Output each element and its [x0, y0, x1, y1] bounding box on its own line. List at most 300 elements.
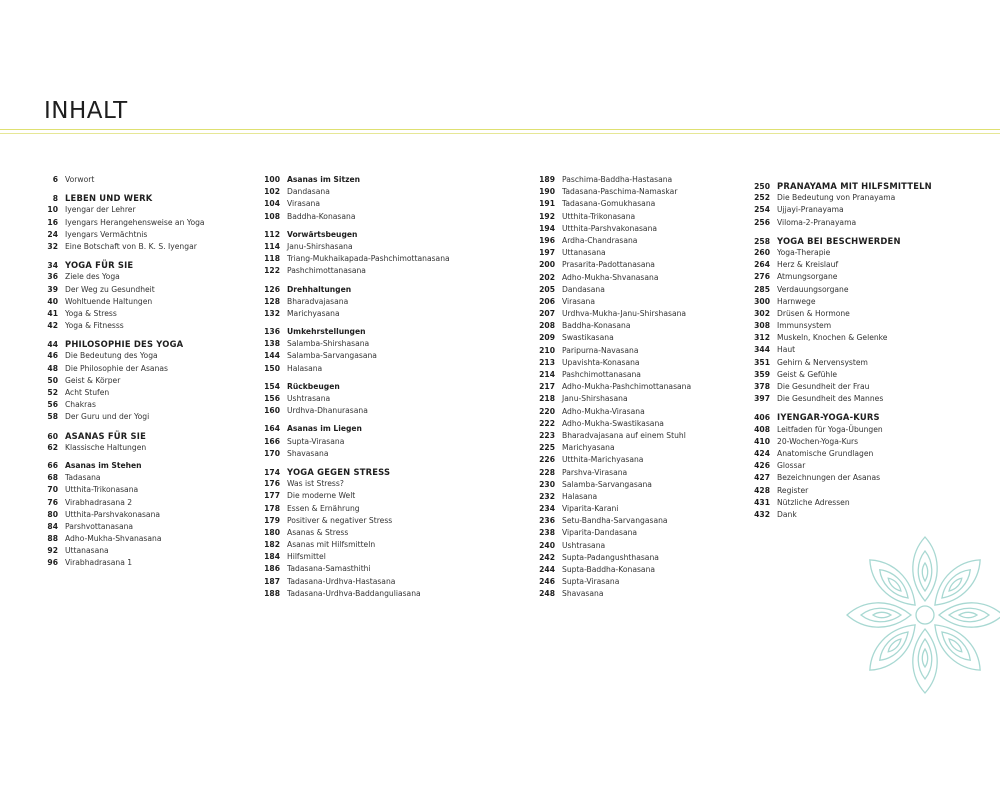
toc-page-number: 138	[264, 339, 280, 349]
toc-entry-title: Die Bedeutung von Pranayama	[777, 193, 896, 203]
toc-page-number: 160	[264, 406, 280, 416]
toc-entry-title: Register	[777, 485, 809, 495]
toc-entry[interactable]	[527, 503, 759, 515]
toc-page-number: 250	[754, 182, 770, 191]
toc-page-number: 6	[52, 175, 58, 184]
toc-entry-title: Die moderne Welt	[287, 491, 356, 501]
toc-entry-title: Urdhva-Dhanurasana	[287, 406, 368, 416]
toc-entry[interactable]	[742, 344, 974, 356]
toc-entry-title: Vorwort	[65, 175, 95, 184]
toc-entry-title: Tadasana-Urdhva-Baddanguliasana	[287, 588, 421, 598]
toc-page-number: 194	[539, 223, 555, 233]
toc-page-number: 132	[264, 308, 280, 318]
toc-entry[interactable]	[30, 350, 262, 362]
toc-entry-title: Utthita-Parshvakonasana	[562, 223, 658, 233]
toc-entry-title: Upavishta-Konasana	[562, 357, 640, 367]
toc-page-number: 62	[47, 442, 58, 452]
toc-entry[interactable]	[527, 332, 759, 344]
toc-entry[interactable]	[252, 563, 484, 575]
toc-entry-title: Tadasana-Gomukhasana	[562, 199, 656, 209]
toc-subsection[interactable]	[30, 460, 262, 472]
toc-page-number: 34	[47, 261, 58, 271]
toc-entry[interactable]	[527, 186, 759, 198]
toc-subsection[interactable]	[252, 326, 484, 338]
toc-subsection[interactable]	[252, 381, 484, 393]
toc-section-heading[interactable]	[742, 180, 974, 192]
toc-entry[interactable]	[527, 406, 759, 418]
toc-entry[interactable]	[252, 198, 484, 210]
toc-page-number: 136	[264, 327, 280, 337]
toc-entry[interactable]	[742, 192, 974, 204]
toc-column-2	[252, 174, 484, 600]
toc-entry[interactable]	[252, 308, 484, 320]
toc-entry[interactable]	[30, 229, 262, 241]
toc-entry[interactable]	[742, 497, 974, 509]
toc-page-number: 189	[539, 175, 555, 184]
toc-entry[interactable]	[527, 247, 759, 259]
toc-entry[interactable]	[30, 521, 262, 533]
toc-entry-title: Die Bedeutung des Yoga	[65, 351, 158, 361]
toc-entry-title: Dank	[777, 509, 797, 519]
toc-entry-title: Supta-Virasana	[562, 577, 620, 587]
toc-entry[interactable]	[742, 472, 974, 484]
toc-page-number: 210	[539, 345, 555, 355]
toc-page-number: 344	[754, 345, 770, 355]
toc-entry[interactable]	[742, 381, 974, 393]
toc-entry[interactable]	[30, 320, 262, 332]
toc-entry[interactable]	[527, 540, 759, 552]
toc-page-number: 10	[47, 205, 58, 215]
toc-entry[interactable]	[30, 545, 262, 557]
toc-entry[interactable]	[252, 241, 484, 253]
toc-entry[interactable]	[527, 467, 759, 479]
toc-entry[interactable]	[527, 284, 759, 296]
toc-entry-title: Uttanasana	[65, 546, 109, 556]
toc-entry[interactable]	[527, 479, 759, 491]
toc-page-number: 186	[264, 564, 280, 574]
toc-entry-title: Wohltuende Haltungen	[65, 296, 153, 306]
toc-entry[interactable]	[252, 478, 484, 490]
toc-entry[interactable]	[527, 576, 759, 588]
toc-entry[interactable]	[742, 369, 974, 381]
toc-page-number: 42	[47, 321, 58, 331]
toc-entry[interactable]	[742, 320, 974, 332]
toc-section-heading[interactable]	[252, 466, 484, 478]
toc-page-number: 196	[539, 235, 555, 245]
toc-entry-title: Halasana	[287, 363, 323, 373]
toc-entry-title: Tadasana-Urdhva-Hastasana	[287, 576, 396, 586]
toc-entry[interactable]	[527, 174, 759, 186]
toc-entry[interactable]	[30, 241, 262, 253]
toc-entry-title: Chakras	[65, 400, 96, 410]
toc-page-number: 232	[539, 491, 555, 501]
toc-page-number: 226	[539, 455, 555, 465]
toc-subsection[interactable]	[252, 174, 484, 186]
toc-page-number: 176	[264, 479, 280, 489]
toc-page-number: 44	[47, 340, 58, 350]
toc-entry[interactable]	[527, 259, 759, 271]
toc-entry[interactable]	[527, 393, 759, 405]
toc-page-number: 351	[754, 357, 770, 367]
toc-page-number: 39	[47, 284, 58, 294]
toc-page-number: 359	[754, 369, 770, 379]
toc-page-number: 410	[754, 436, 770, 446]
toc-entry-title: Supta-Virasana	[287, 436, 345, 446]
toc-entry-title: Klassische Haltungen	[65, 442, 147, 452]
toc-entry[interactable]	[252, 576, 484, 588]
toc-page-number: 24	[47, 229, 58, 239]
toc-entry-title: Triang-Mukhaikapada-Pashchimottanasana	[287, 254, 450, 264]
toc-page-number: 96	[47, 558, 58, 568]
toc-entry-title: Glossar	[777, 461, 806, 471]
toc-page-number: 308	[754, 321, 770, 331]
toc-entry[interactable]	[30, 442, 262, 454]
toc-entry[interactable]	[252, 448, 484, 460]
toc-entry[interactable]	[527, 320, 759, 332]
toc-page-number: 118	[264, 254, 280, 264]
toc-page-number: 240	[539, 540, 555, 550]
toc-entry[interactable]	[527, 272, 759, 284]
title-rule-top	[0, 129, 1000, 130]
toc-subsection[interactable]	[252, 284, 484, 296]
toc-entry[interactable]	[527, 454, 759, 466]
toc-entry[interactable]	[742, 284, 974, 296]
toc-entry[interactable]	[742, 357, 974, 369]
toc-page-number: 76	[47, 497, 58, 507]
toc-entry[interactable]	[252, 253, 484, 265]
toc-subsection[interactable]	[252, 229, 484, 241]
toc-page-number: 427	[754, 473, 770, 483]
toc-entry[interactable]	[527, 564, 759, 576]
toc-entry[interactable]	[527, 527, 759, 539]
toc-page-number: 104	[264, 199, 280, 209]
toc-entry-title: Utthita-Trikonasana	[562, 211, 636, 221]
toc-page-number: 80	[47, 509, 58, 519]
toc-entry[interactable]	[30, 308, 262, 320]
toc-entry[interactable]	[742, 393, 974, 405]
toc-entry-title: Marichyasana	[562, 443, 615, 453]
toc-entry-title: Bharadvajasana auf einem Stuhl	[562, 430, 686, 440]
toc-entry[interactable]	[742, 460, 974, 472]
toc-page-number: 431	[754, 497, 770, 507]
toc-entry[interactable]	[742, 485, 974, 497]
toc-entry-title: Essen & Ernährung	[287, 503, 360, 513]
toc-entry-title: Shavasana	[562, 589, 604, 599]
toc-page-number: 179	[264, 515, 280, 525]
toc-page-number: 114	[264, 241, 280, 251]
toc-entry-title: Bharadvajasana	[287, 296, 349, 306]
toc-page-number: 112	[264, 229, 280, 239]
toc-entry-title: Utthita-Marichyasana	[562, 455, 644, 465]
toc-entry[interactable]	[252, 350, 484, 362]
toc-page-number: 41	[47, 308, 58, 318]
toc-entry[interactable]	[252, 490, 484, 502]
toc-entry-title: Asanas & Stress	[287, 527, 349, 537]
toc-entry[interactable]	[252, 588, 484, 600]
toc-page-number: 187	[264, 576, 280, 586]
toc-entry-title: Geist & Körper	[65, 375, 121, 385]
toc-entry-title: Supta-Padangushthasana	[562, 552, 659, 562]
toc-page-number: 192	[539, 211, 555, 221]
toc-entry[interactable]	[527, 588, 759, 600]
toc-entry-title: Hilfsmittel	[287, 552, 326, 562]
toc-entry-title: Iyengars Herangehensweise an Yoga	[65, 217, 205, 227]
toc-entry-title: Harnwege	[777, 296, 816, 306]
toc-entry[interactable]	[742, 448, 974, 460]
toc-entry-title: Halasana	[562, 491, 598, 501]
toc-entry[interactable]	[527, 357, 759, 369]
toc-entry-title: Ushtrasana	[287, 394, 331, 403]
toc-entry[interactable]	[742, 332, 974, 344]
toc-entry-title: Utthita-Parshvakonasana	[65, 509, 161, 519]
toc-entry[interactable]	[30, 411, 262, 423]
toc-entry[interactable]	[252, 265, 484, 277]
toc-page-number: 244	[539, 565, 555, 574]
toc-entry[interactable]	[527, 369, 759, 381]
toc-page-number: 238	[539, 528, 555, 538]
toc-page-number: 48	[47, 363, 58, 373]
toc-entry[interactable]	[527, 223, 759, 235]
toc-entry[interactable]	[252, 539, 484, 551]
toc-entry[interactable]	[252, 405, 484, 417]
toc-entry-title: Adho-Mukha-Swastikasana	[562, 418, 664, 428]
toc-page-number: 50	[47, 375, 58, 385]
toc-entry[interactable]	[252, 338, 484, 350]
toc-entry-title: YOGA GEGEN STRESS	[287, 466, 391, 477]
toc-entry-title: Die Gesundheit des Mannes	[777, 394, 884, 404]
toc-page-number: 209	[539, 333, 555, 343]
toc-entry-title: IYENGAR-YOGA-KURS	[777, 412, 880, 423]
toc-entry[interactable]	[527, 418, 759, 430]
toc-page-number: 207	[539, 309, 555, 319]
toc-section-heading[interactable]	[30, 192, 262, 204]
toc-section-heading[interactable]	[30, 259, 262, 271]
toc-entry-title: Pashchimottanasana	[287, 266, 366, 276]
toc-page-number: 52	[47, 388, 58, 397]
toc-entry[interactable]	[30, 399, 262, 411]
toc-entry-title: Pashchimottanasana	[562, 370, 641, 379]
toc-entry[interactable]	[30, 533, 262, 545]
toc-entry-title: Baddha-Konasana	[562, 321, 631, 331]
toc-entry-title: Viparita-Dandasana	[562, 528, 638, 538]
toc-entry-title: Iyengar der Lehrer	[65, 205, 136, 215]
toc-entry[interactable]	[30, 509, 262, 521]
toc-entry-title: Adho-Mukha-Virasana	[562, 406, 645, 416]
toc-page-number: 122	[264, 266, 280, 276]
toc-column-1	[30, 174, 262, 570]
toc-entry[interactable]	[527, 345, 759, 357]
toc-entry[interactable]	[252, 186, 484, 198]
toc-entry-title: Salamba-Sarvangasana	[287, 351, 377, 361]
toc-entry-title: Anatomische Grundlagen	[777, 448, 874, 458]
toc-entry[interactable]	[742, 259, 974, 271]
toc-page-number: 128	[264, 296, 280, 306]
toc-entry[interactable]	[30, 217, 262, 229]
toc-entry-title: Ziele des Yoga	[65, 272, 120, 282]
toc-page-number: 234	[539, 504, 555, 514]
toc-page-number: 254	[754, 205, 770, 215]
toc-entry-title: Eine Botschaft von B. K. S. Iyengar	[65, 241, 197, 251]
toc-page-number: 217	[539, 382, 555, 392]
toc-entry[interactable]	[742, 308, 974, 320]
toc-page-number: 32	[47, 241, 58, 251]
toc-entry[interactable]	[252, 393, 484, 405]
toc-page-number: 222	[539, 418, 555, 428]
toc-page-number: 92	[47, 546, 58, 556]
toc-page-number: 197	[539, 248, 555, 258]
toc-entry[interactable]	[252, 296, 484, 308]
toc-entry-title: Die Philosophie der Asanas	[65, 363, 168, 373]
toc-page-number: 178	[264, 503, 280, 513]
toc-entry-title: Acht Stufen	[65, 388, 110, 397]
toc-page-number: 220	[539, 406, 555, 416]
toc-entry-title: Salamba-Shirshasana	[287, 339, 370, 349]
toc-page-number: 246	[539, 577, 555, 587]
toc-page-number: 218	[539, 394, 555, 404]
toc-entry-title: Drehhaltungen	[287, 284, 352, 294]
toc-entry-title: Viloma-2-Pranayama	[777, 217, 857, 227]
toc-page-number: 16	[47, 217, 58, 227]
toc-entry[interactable]	[30, 363, 262, 375]
toc-entry[interactable]	[30, 271, 262, 283]
toc-page-number: 252	[754, 193, 770, 203]
toc-entry-title: Virasana	[562, 296, 595, 306]
toc-section-heading[interactable]	[30, 430, 262, 442]
toc-entry[interactable]	[30, 284, 262, 296]
toc-page-number: 300	[754, 296, 770, 306]
toc-entry[interactable]	[30, 375, 262, 387]
toc-entry[interactable]	[30, 557, 262, 569]
toc-page-number: 256	[754, 217, 770, 227]
toc-entry[interactable]	[527, 430, 759, 442]
toc-entry[interactable]	[252, 211, 484, 223]
toc-entry[interactable]	[742, 204, 974, 216]
toc-subsection[interactable]	[252, 423, 484, 435]
toc-page-number: 184	[264, 552, 280, 562]
toc-entry-title: Der Guru und der Yogi	[65, 412, 150, 422]
toc-page-number: 108	[264, 211, 280, 221]
toc-page-number: 242	[539, 552, 555, 562]
toc-entry-title: Swastikasana	[562, 333, 614, 343]
toc-entry[interactable]	[30, 204, 262, 216]
toc-entry-title: Utthita-Trikonasana	[65, 485, 139, 495]
toc-page-number: 191	[539, 199, 555, 209]
toc-column-4	[742, 174, 974, 521]
toc-entry[interactable]	[527, 515, 759, 527]
toc-entry[interactable]	[527, 552, 759, 564]
toc-entry[interactable]	[527, 308, 759, 320]
toc-entry[interactable]	[252, 503, 484, 515]
toc-entry-title: Tadasana	[65, 473, 101, 483]
toc-page-number: 164	[264, 424, 280, 434]
toc-entry-title: PRANAYAMA MIT HILFSMITTELN	[777, 181, 932, 191]
toc-entry[interactable]	[527, 198, 759, 210]
toc-page-number: 424	[754, 448, 770, 458]
toc-entry[interactable]	[252, 527, 484, 539]
toc-entry[interactable]	[527, 296, 759, 308]
toc-entry-title: Uttanasana	[562, 248, 606, 258]
toc-page-number: 8	[52, 194, 58, 204]
toc-entry-title: Setu-Bandha-Sarvangasana	[562, 516, 668, 526]
toc-page-number: 174	[264, 467, 280, 477]
toc-page-number: 36	[47, 272, 58, 282]
toc-entry-title: Marichyasana	[287, 308, 340, 318]
toc-page-number: 205	[539, 284, 555, 294]
toc-page-number: 276	[754, 272, 770, 282]
toc-entry-title: Supta-Baddha-Konasana	[562, 565, 656, 574]
toc-entry-title: Ardha-Chandrasana	[562, 235, 638, 245]
toc-entry[interactable]	[30, 497, 262, 509]
toc-entry[interactable]	[30, 484, 262, 496]
toc-page-number: 126	[264, 284, 280, 294]
toc-entry[interactable]	[30, 174, 262, 186]
toc-page-number: 102	[264, 187, 280, 197]
toc-section-heading[interactable]	[742, 235, 974, 247]
toc-entry-title: Gehirn & Nervensystem	[777, 357, 868, 367]
toc-entry[interactable]	[252, 436, 484, 448]
toc-section-heading[interactable]	[30, 338, 262, 350]
toc-entry[interactable]	[30, 387, 262, 399]
toc-entry[interactable]	[742, 424, 974, 436]
toc-page-number: 230	[539, 479, 555, 489]
toc-entry[interactable]	[527, 235, 759, 247]
toc-entry[interactable]	[252, 515, 484, 527]
toc-entry-title: Vorwärtsbeugen	[287, 229, 358, 239]
toc-page-number: 150	[264, 363, 280, 373]
toc-page-number: 58	[47, 412, 58, 422]
toc-page-number: 154	[264, 381, 280, 391]
toc-entry-title: Shavasana	[287, 448, 329, 458]
toc-page-number: 70	[47, 485, 58, 495]
toc-page-number: 208	[539, 321, 555, 331]
toc-entry-title: Asanas im Stehen	[65, 460, 142, 470]
toc-entry-title: Positiver & negativer Stress	[287, 515, 393, 525]
toc-entry[interactable]	[30, 472, 262, 484]
toc-entry-title: Die Gesundheit der Frau	[777, 382, 870, 391]
toc-entry-title: Dandasana	[287, 187, 330, 197]
toc-entry[interactable]	[742, 296, 974, 308]
toc-entry[interactable]	[30, 296, 262, 308]
toc-entry-title: Asanas mit Hilfsmitteln	[287, 540, 376, 550]
toc-section-heading[interactable]	[742, 411, 974, 423]
toc-entry-title: ASANAS FÜR SIE	[65, 430, 146, 441]
toc-entry-title: Parshva-Virasana	[562, 467, 628, 477]
toc-page-number: 302	[754, 308, 770, 318]
toc-page-number: 406	[754, 413, 770, 423]
toc-page-number: 285	[754, 284, 770, 294]
toc-entry[interactable]	[742, 271, 974, 283]
toc-entry-title: Viparita-Karani	[562, 504, 619, 514]
toc-entry-title: Ujjayi-Pranayama	[777, 205, 844, 215]
toc-entry[interactable]	[742, 247, 974, 259]
toc-entry[interactable]	[527, 491, 759, 503]
toc-entry-title: Prasarita-Padottanasana	[562, 260, 655, 270]
toc-entry[interactable]	[252, 363, 484, 375]
toc-entry-title: Rückbeugen	[287, 381, 340, 391]
toc-entry[interactable]	[742, 217, 974, 229]
toc-page-number: 408	[754, 424, 770, 434]
toc-entry[interactable]	[742, 436, 974, 448]
toc-entry-title: Immunsystem	[777, 321, 832, 331]
toc-entry[interactable]	[527, 442, 759, 454]
toc-page-number: 200	[539, 260, 555, 270]
toc-page-number: 156	[264, 394, 280, 403]
toc-entry[interactable]	[252, 551, 484, 563]
toc-entry[interactable]	[527, 211, 759, 223]
toc-page-number: 228	[539, 467, 555, 477]
toc-entry[interactable]	[527, 381, 759, 393]
toc-entry-title: Nützliche Adressen	[777, 497, 850, 507]
